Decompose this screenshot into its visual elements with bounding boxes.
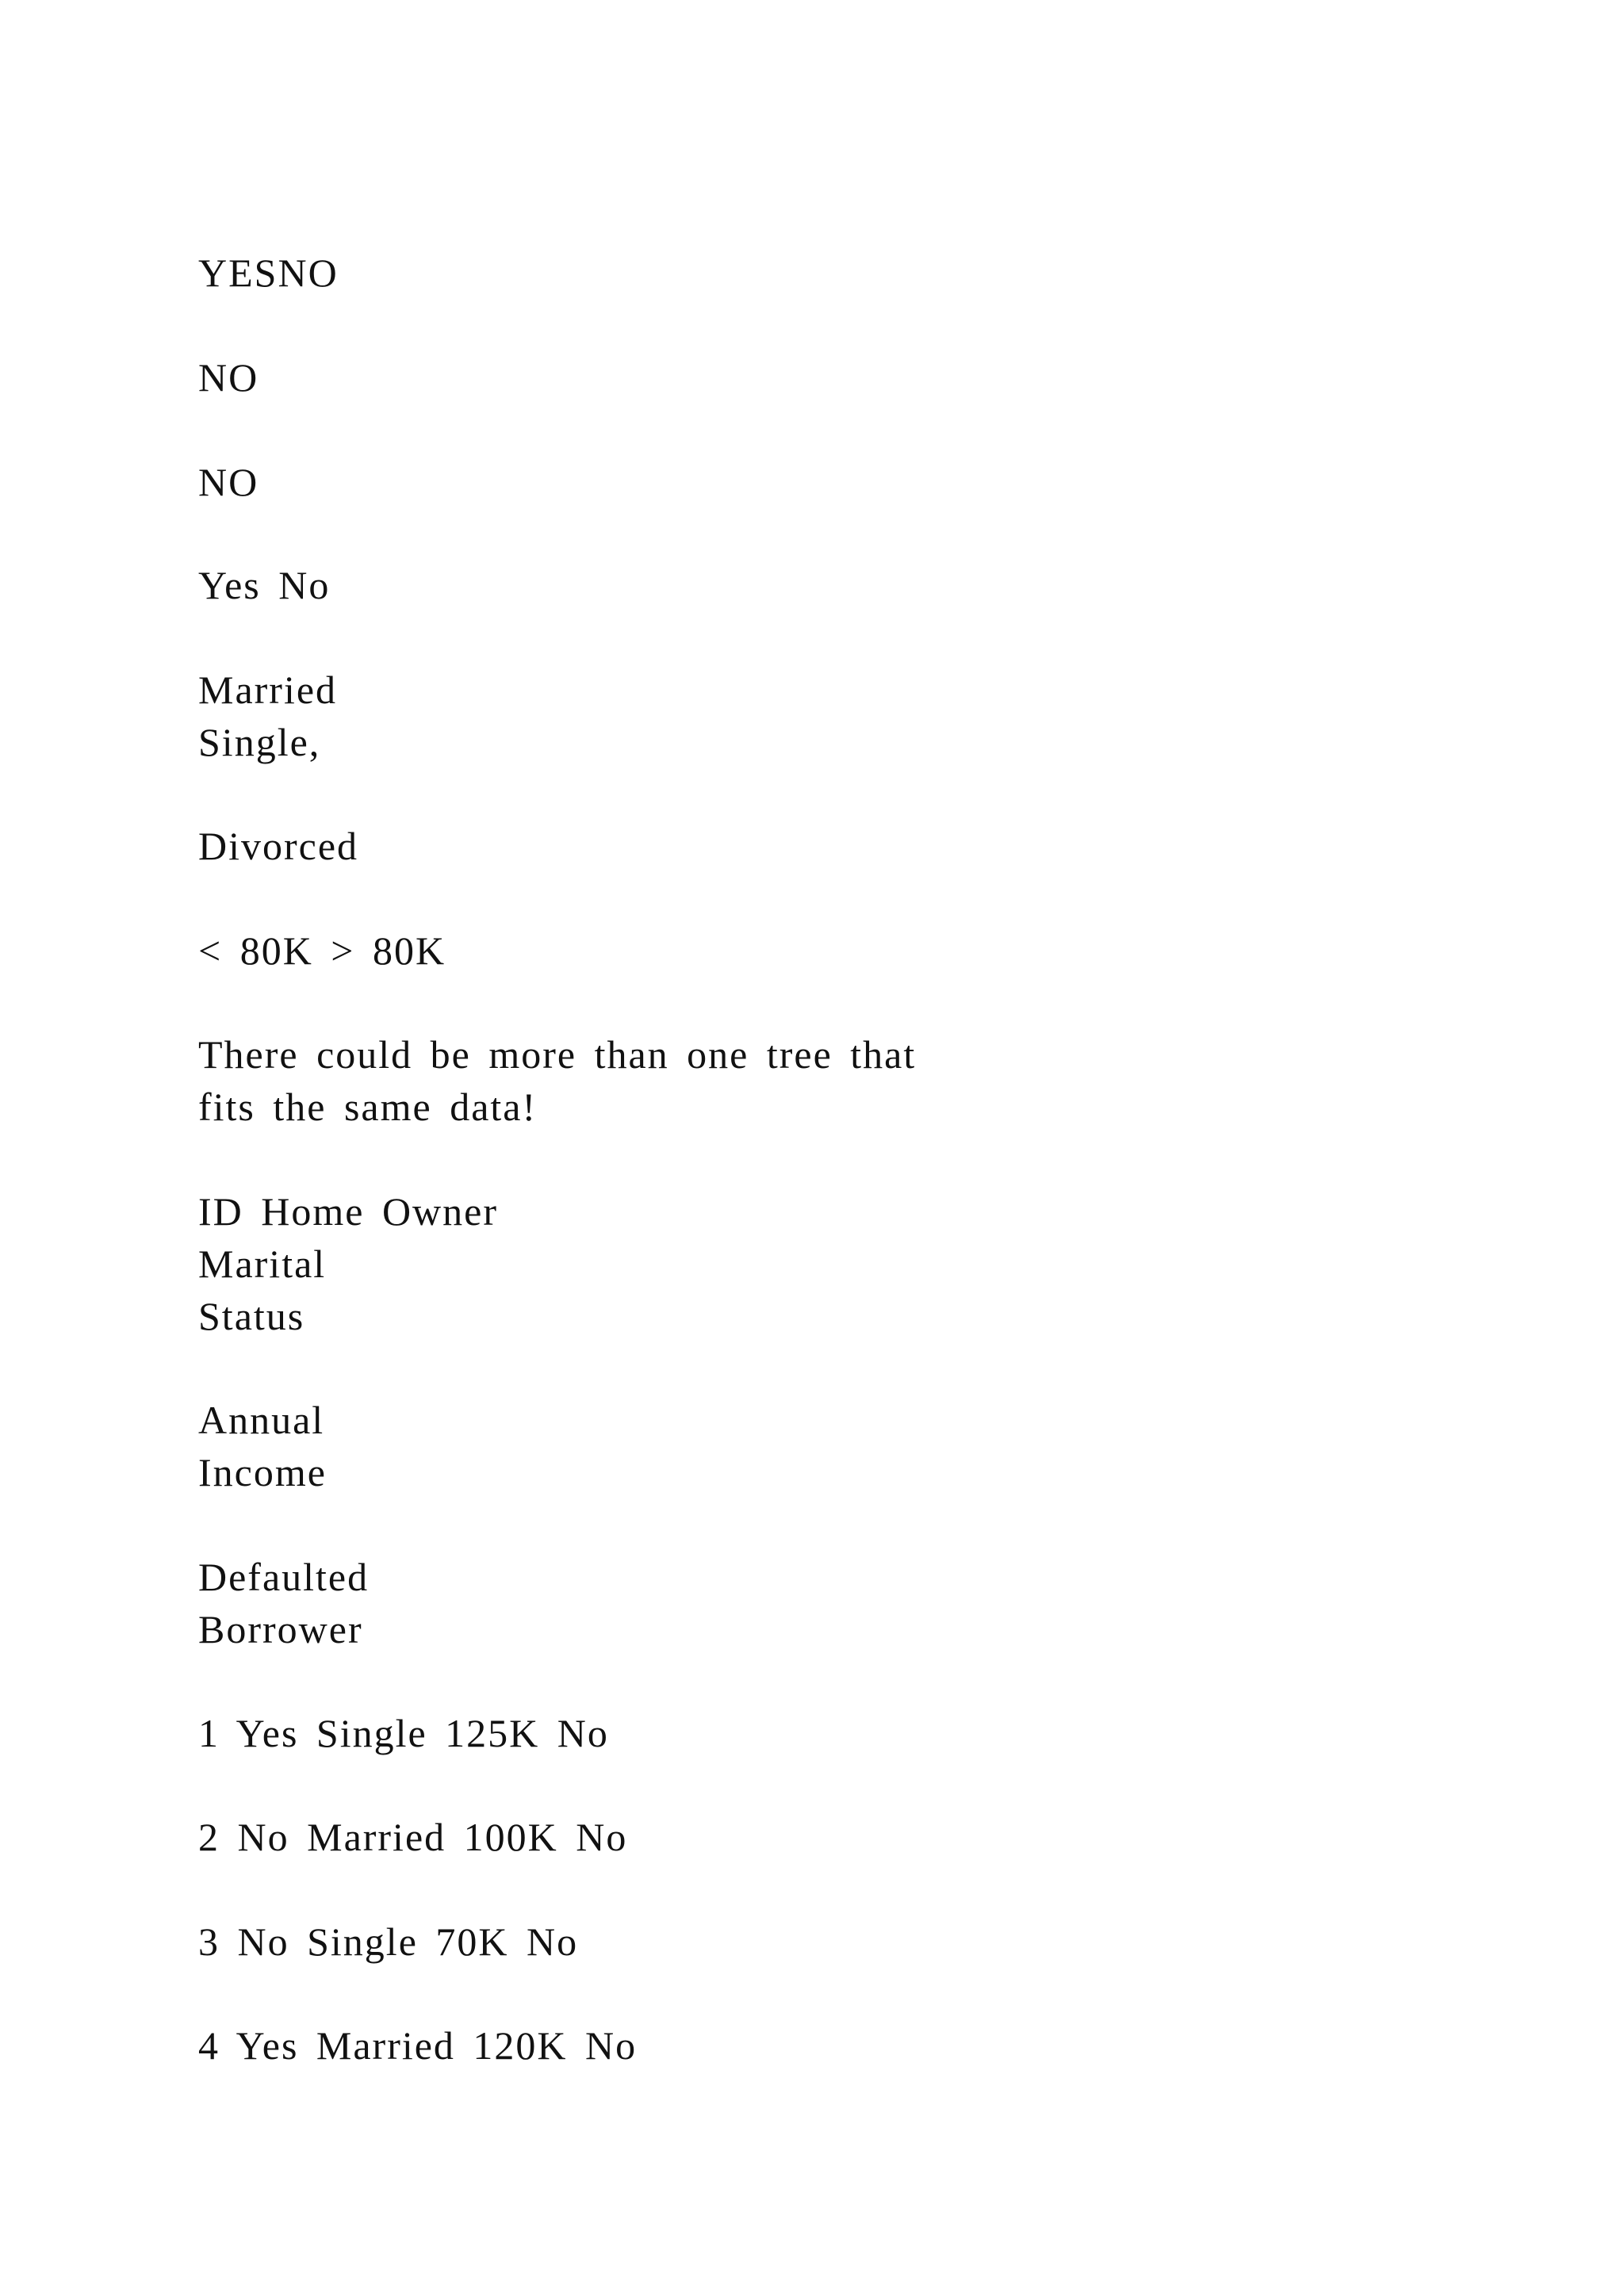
table-header-line: Defaulted <box>198 1555 370 1599</box>
table-header-line: Status <box>198 1294 305 1338</box>
table-header-line: ID Home Owner <box>198 1189 499 1234</box>
text-line: Married <box>198 668 338 712</box>
table-row: 1 Yes Single 125K No <box>198 1711 609 1755</box>
text-line: Single, <box>198 720 321 764</box>
table-header-line: Annual <box>198 1398 325 1442</box>
table-row: 3 No Single 70K No <box>198 1919 579 1964</box>
table-header-line: Income <box>198 1450 327 1494</box>
text-line: NO <box>198 355 259 400</box>
text-line: Divorced <box>198 824 359 868</box>
text-line: Yes No <box>198 563 331 607</box>
table-row: 2 No Married 100K No <box>198 1815 628 1859</box>
table-header-line: Borrower <box>198 1607 363 1651</box>
text-line: < 80K > 80K <box>198 928 446 973</box>
text-line: YESNO <box>198 251 339 295</box>
text-line: fits the same data! <box>198 1085 538 1129</box>
table-row: 4 Yes Married 120K No <box>198 2023 638 2068</box>
text-line: NO <box>198 460 259 504</box>
table-header-line: Marital <box>198 1242 327 1286</box>
text-line: There could be more than one tree that <box>198 1032 917 1077</box>
